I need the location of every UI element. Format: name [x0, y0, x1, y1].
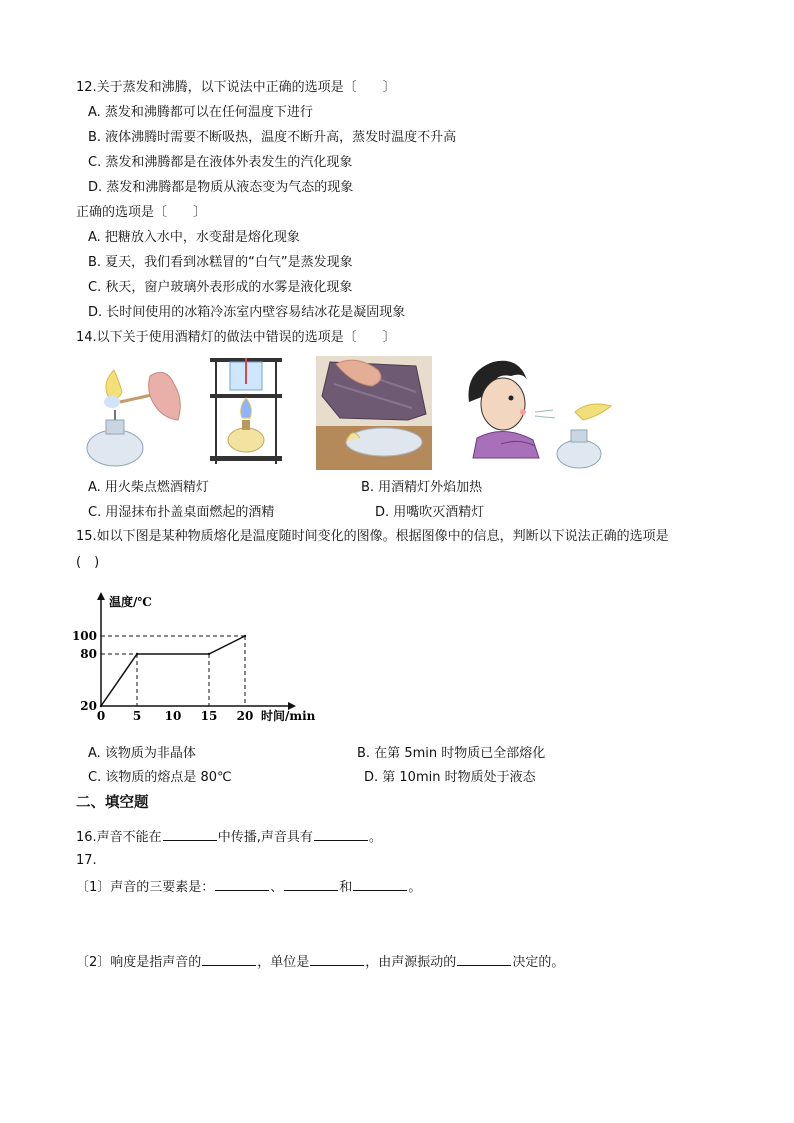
q12-option-d: D. 蒸发和沸腾都是物质从液态变为气态的现象 [88, 180, 354, 195]
q16-text-2: 中传播,声音具有 [217, 830, 313, 845]
q17-sub2-text-a: 〔2〕响度是指声音的 [76, 955, 202, 970]
x-tick-label: 20 [236, 709, 254, 723]
q17-sub2-text-b: ，单位是 [257, 955, 310, 970]
answer-blank[interactable] [215, 878, 269, 891]
data-point [244, 635, 246, 637]
q15-option-b: B. 在第 5min 时物质已全部熔化 [357, 746, 546, 761]
illustration-damp-cloth [316, 356, 432, 470]
q16-text-3: 。 [368, 830, 382, 845]
y-tick-label: 20 [80, 699, 97, 713]
q12-option-c: C. 蒸发和沸腾都是在液体外表发生的汽化现象 [88, 155, 353, 170]
y-axis-arrow [97, 592, 105, 600]
answer-blank[interactable] [202, 953, 256, 966]
temperature-time-chart [66, 584, 326, 730]
answer-blank[interactable] [163, 828, 217, 841]
x-tick-label: 5 [132, 709, 142, 723]
illustration-blowing-lamp [463, 354, 615, 472]
q13-option-a: A. 把糖放入水中，水变甜是熔化现象 [88, 230, 300, 245]
q13-stem: 正确的选项是〔 〕 [76, 205, 207, 220]
data-point [208, 653, 210, 655]
q12-stem: 12.关于蒸发和沸腾，以下说法中正确的选项是〔 〕 [76, 80, 396, 95]
illustration-match-lighting-lamp [80, 356, 190, 472]
q14-option-d: D. 用嘴吹灭酒精灯 [375, 505, 485, 520]
q13-option-b: B. 夏天，我们看到冰糕冒的“白气”是蒸发现象 [88, 255, 353, 270]
q13-option-c: C. 秋天，窗户玻璃外表形成的水雾是液化现象 [88, 280, 353, 295]
answer-blank[interactable] [457, 953, 511, 966]
answer-blank[interactable] [314, 828, 368, 841]
q15-option-c: C. 该物质的熔点是 80℃ [88, 770, 232, 785]
q17-sub2-text-c: ，由声源振动的 [365, 955, 457, 970]
q14-stem: 14.以下关于使用酒精灯的做法中错误的选项是〔 〕 [76, 330, 396, 345]
answer-blank[interactable] [353, 878, 407, 891]
q17-sub1-text-d: 。 [408, 880, 422, 895]
q14-option-a: A. 用火柴点燃酒精灯 [88, 480, 209, 495]
illustration-heating-beaker [208, 356, 284, 466]
y-tick-label: 100 [71, 629, 97, 643]
q16-text-1: 16.声音不能在 [76, 830, 162, 845]
q15-stem: 15.如以下图是某种物质熔化是温度随时间变化的图像。根据图像中的信息，判断以下说法正确的选项是 [76, 529, 669, 544]
x-tick-label: 0 [96, 709, 106, 723]
q17-sub1-text-a: 〔1〕声音的三要素是： [76, 880, 215, 895]
q17-sub1-text-c: 和 [339, 880, 353, 895]
q17-sub2-text-d: 决定的。 [512, 955, 565, 970]
answer-blank[interactable] [310, 953, 364, 966]
q17-sub1-text-b: 、 [270, 880, 284, 895]
q15-stem-paren: ( ) [76, 555, 100, 570]
q15-option-a: A. 该物质为非晶体 [88, 746, 196, 761]
q15-option-d: D. 第 10min 时物质处于液态 [364, 770, 536, 785]
q14-option-b: B. 用酒精灯外焰加热 [361, 480, 483, 495]
answer-blank[interactable] [284, 878, 338, 891]
y-axis-label: 温度/℃ [109, 595, 152, 609]
q16 [76, 828, 382, 847]
data-point [136, 653, 138, 655]
x-axis-label: 时间/min [261, 709, 316, 723]
q17-number: 17. [76, 853, 97, 868]
series-line [101, 636, 245, 706]
y-tick-label: 80 [80, 647, 97, 661]
x-tick-label: 15 [200, 709, 218, 723]
q17-sub2 [76, 953, 564, 972]
x-tick-label: 10 [164, 709, 182, 723]
section-title: 二、填空题 [76, 795, 149, 811]
q12-option-a: A. 蒸发和沸腾都可以在任何温度下进行 [88, 105, 313, 120]
q14-option-c: C. 用湿抹布扑盖桌面燃起的酒精 [88, 505, 275, 520]
q17-sub1 [76, 878, 421, 897]
q13-option-d: D. 长时间使用的冰箱冷冻室内壁容易结冰花是凝固现象 [88, 305, 406, 320]
data-point [100, 705, 102, 707]
q12-option-b: B. 液体沸腾时需要不断吸热，温度不断升高，蒸发时温度不升高 [88, 130, 457, 145]
